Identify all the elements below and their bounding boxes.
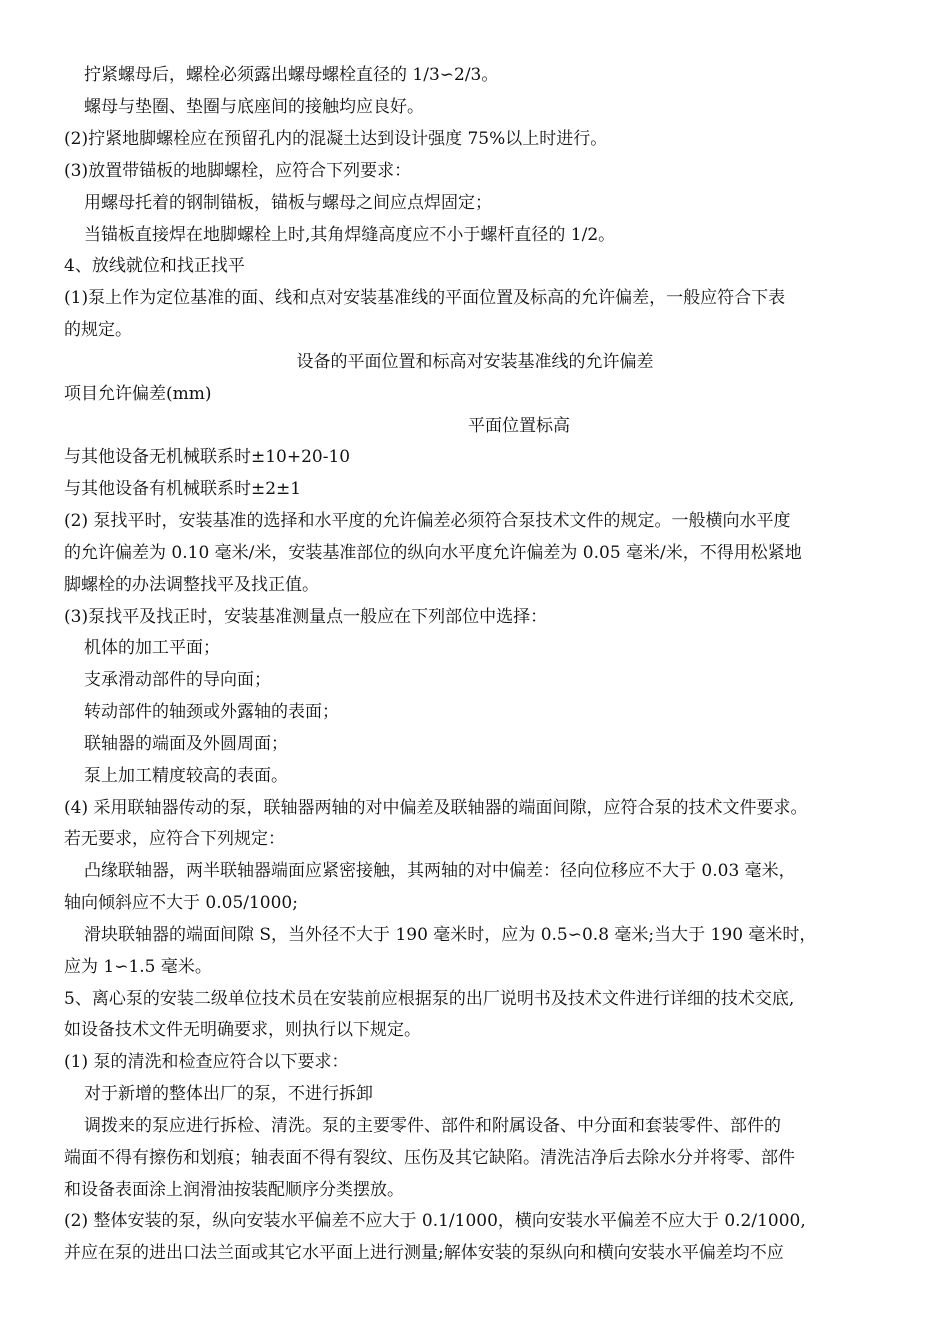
text-line: 滑块联轴器的端面间隙 S，当外径不大于 190 毫米时，应为 0.5∽0.8 毫米;当大于 190 毫米时， — [84, 925, 817, 945]
text-line: 对于新增的整体出厂的泵，不进行拆卸 — [84, 1084, 373, 1104]
text-line: 的允许偏差为 0.10 毫米/米，安装基准部位的纵向水平度允许偏差为 0.05 毫米/米，不得用松紧地 — [64, 543, 802, 563]
list-item: 机体的加工平面； — [84, 638, 220, 658]
text-line: 和设备表面涂上润滑油按装配顺序分类摆放。 — [64, 1180, 404, 1200]
text-line: 如设备技术文件无明确要求，则执行以下规定。 — [64, 1020, 421, 1040]
text-line: (2)拧紧地脚螺栓应在预留孔内的混凝土达到设计强度 75%以上时进行。 — [64, 129, 608, 149]
text-line: 当锚板直接焊在地脚螺栓上时,其角焊缝高度应不小于螺杆直径的 1/2。 — [84, 225, 616, 245]
text-line: 凸缘联轴器，两半联轴器端面应紧密接触，其两轴的对中偏差：径向位移应不大于 0.03 毫米， — [84, 861, 796, 881]
text-line: 端面不得有擦伤和划痕；轴表面不得有裂纹、压伤及其它缺陷。清洗洁净后去除水分并将零、部件 — [64, 1148, 795, 1168]
text-line: 的规定。 — [64, 320, 132, 340]
section-heading: 4、放线就位和找正找平 — [64, 256, 245, 276]
text-line: 若无要求，应符合下列规定： — [64, 829, 285, 849]
table-title: 设备的平面位置和标高对安装基准线的允许偏差 — [296, 352, 654, 372]
list-item: 支承滑动部件的导向面； — [84, 670, 271, 690]
text-line: (1)泵上作为定位基准的面、线和点对安装基准线的平面位置及标高的允许偏差，一般应符合下表 — [64, 288, 786, 308]
text-line: (3)泵找平及找正时，安装基准测量点一般应在下列部位中选择： — [64, 607, 548, 627]
text-line: 调拨来的泵应进行拆检、清洗。泵的主要零件、部件和附属设备、中分面和套装零件、部件的 — [84, 1116, 781, 1136]
list-item: 联轴器的端面及外圆周面； — [84, 734, 288, 754]
text-line: (3)放置带锚板的地脚螺栓，应符合下列要求： — [64, 161, 412, 181]
list-item: 转动部件的轴颈或外露轴的表面； — [84, 702, 339, 722]
text-line: (2) 泵找平时，安装基准的选择和水平度的允许偏差必须符合泵技术文件的规定。一般横向水平度 — [64, 511, 791, 531]
text-line: 拧紧螺母后，螺栓必须露出螺母螺栓直径的 1/3∽2/3。 — [84, 65, 499, 85]
text-line: 螺母与垫圈、垫圈与底座间的接触均应良好。 — [84, 97, 424, 117]
table-row: 与其他设备有机械联系时±2±1 — [64, 479, 302, 499]
table-subheader: 平面位置标高 — [468, 416, 570, 436]
list-item: 泵上加工精度较高的表面。 — [84, 766, 288, 786]
text-line: 应为 1∽1.5 毫米。 — [64, 957, 212, 977]
text-line: 脚螺栓的办法调整找平及找正值。 — [64, 575, 319, 595]
text-line: 用螺母托着的钢制锚板，锚板与螺母之间应点焊固定； — [84, 193, 492, 213]
section-heading: 5、离心泵的安装二级单位技术员在安装前应根据泵的出厂说明书及技术文件进行详细的技术交底, — [64, 989, 795, 1009]
table-header: 项目允许偏差(mm) — [64, 384, 212, 404]
text-line: 并应在泵的进出口法兰面或其它水平面上进行测量;解体安装的泵纵向和横向安装水平偏差均不应 — [64, 1243, 784, 1263]
text-line: (1) 泵的清洗和检查应符合以下要求： — [64, 1052, 349, 1072]
text-line: 轴向倾斜应不大于 0.05/1000; — [64, 893, 298, 913]
text-line: (2) 整体安装的泵，纵向安装水平偏差不应大于 0.1/1000，横向安装水平偏差不应大于 0.2/1000, — [64, 1211, 806, 1231]
text-line: (4) 采用联轴器传动的泵，联轴器两轴的对中偏差及联轴器的端面间隙，应符合泵的技术文件要求。 — [64, 798, 808, 818]
table-row: 与其他设备无机械联系时±10+20-10 — [64, 447, 351, 467]
